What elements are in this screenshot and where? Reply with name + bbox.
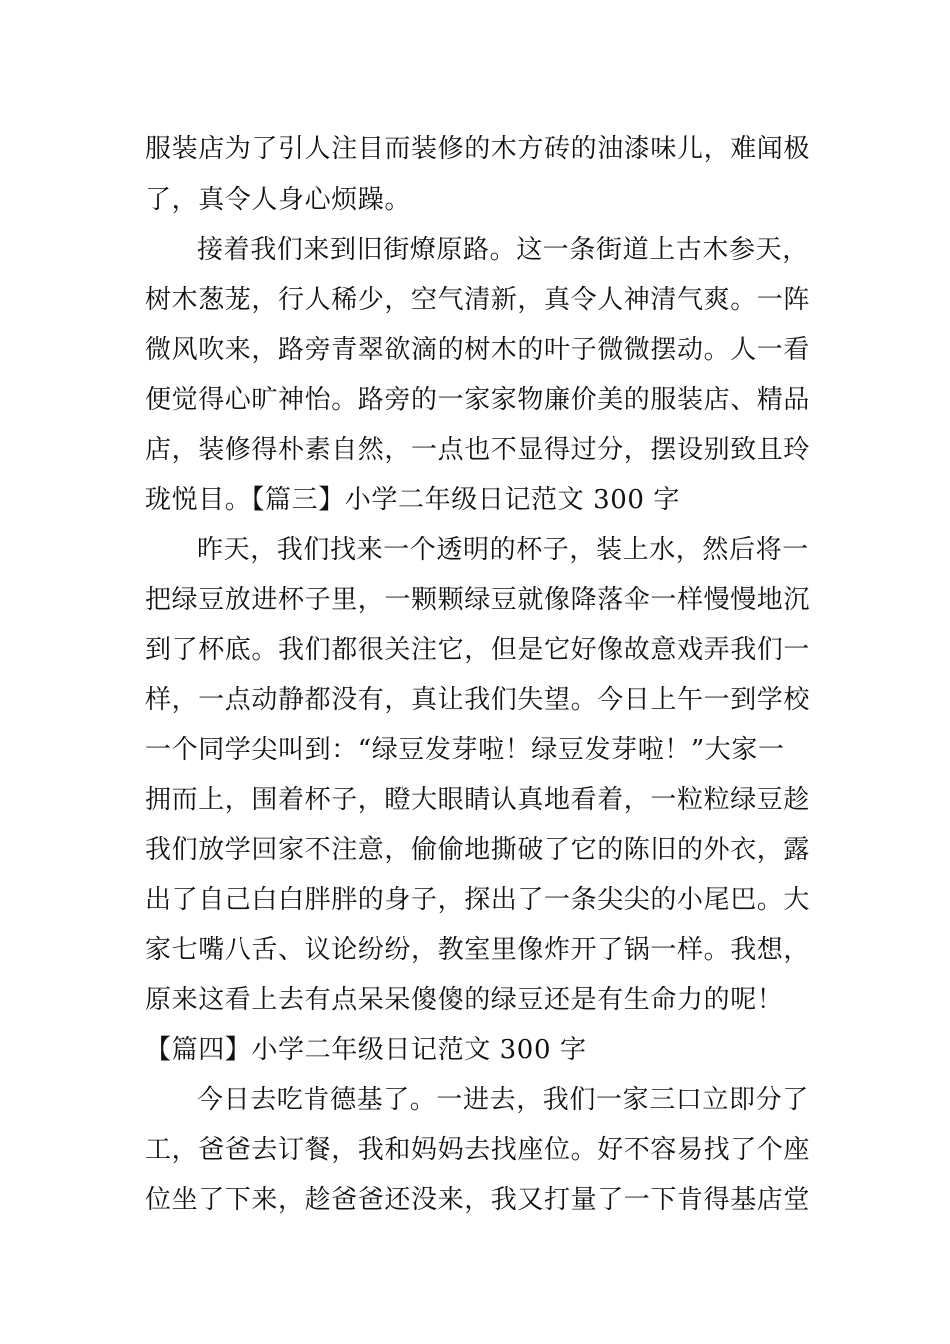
paragraph-start-line: 今日去吃肯德基了。一进去，我们一家三口立即分了 <box>197 1085 809 1115</box>
text-line: 微风吹来，路旁青翠欲滴的树木的叶子微微摆动。人一看 <box>145 335 811 365</box>
text-line: 到了杯底。我们都很关注它，但是它好像故意戏弄我们一 <box>145 635 811 665</box>
section-heading: 【篇四】小学二年级日记范文 300 字 <box>145 1035 587 1065</box>
text-line: 工，爸爸去订餐，我和妈妈去找座位。好不容易找了个座 <box>145 1135 811 1165</box>
text-line: 位坐了下来，趁爸爸还没来，我又打量了一下肯得基店堂 <box>145 1185 811 1215</box>
text-line: 了，真令人身心烦躁。 <box>145 185 412 215</box>
text-line: 一个同学尖叫到：“绿豆发芽啦！绿豆发芽啦！”大家一 <box>145 735 785 765</box>
text-line: 服装店为了引人注目而装修的木方砖的油漆味儿，难闻极 <box>145 134 811 164</box>
text-line: 把绿豆放进杯子里，一颗颗绿豆就像降落伞一样慢慢地沉 <box>145 585 811 615</box>
text-line: 便觉得心旷神怡。路旁的一家家物廉价美的服装店、精品 <box>145 385 811 415</box>
text-line: 样，一点动静都没有，真让我们失望。今日上午一到学校 <box>145 685 811 715</box>
text-line: 原来这看上去有点呆呆傻傻的绿豆还是有生命力的呢！ <box>145 985 784 1015</box>
text-line: 出了自己白白胖胖的身子，探出了一条尖尖的小尾巴。大 <box>145 885 811 915</box>
paragraph-start-line: 昨天，我们找来一个透明的杯子，装上水，然后将一 <box>197 535 809 565</box>
section-heading-line: 珑悦目。【篇三】小学二年级日记范文 300 字 <box>145 485 680 515</box>
text-line: 树木葱茏，行人稀少，空气清新，真令人神清气爽。一阵 <box>145 285 811 315</box>
text-line: 我们放学回家不注意，偷偷地撕破了它的陈旧的外衣，露 <box>145 835 811 865</box>
text-line: 家七嘴八舌、议论纷纷，教室里像炸开了锅一样。我想， <box>145 935 811 965</box>
text-line: 拥而上，围着杯子，瞪大眼睛认真地看着，一粒粒绿豆趁 <box>145 785 811 815</box>
paragraph-start-line: 接着我们来到旧街燎原路。这一条街道上古木参天， <box>197 235 809 265</box>
text-line: 店，装修得朴素自然，一点也不显得过分，摆设别致且玲 <box>145 435 811 465</box>
